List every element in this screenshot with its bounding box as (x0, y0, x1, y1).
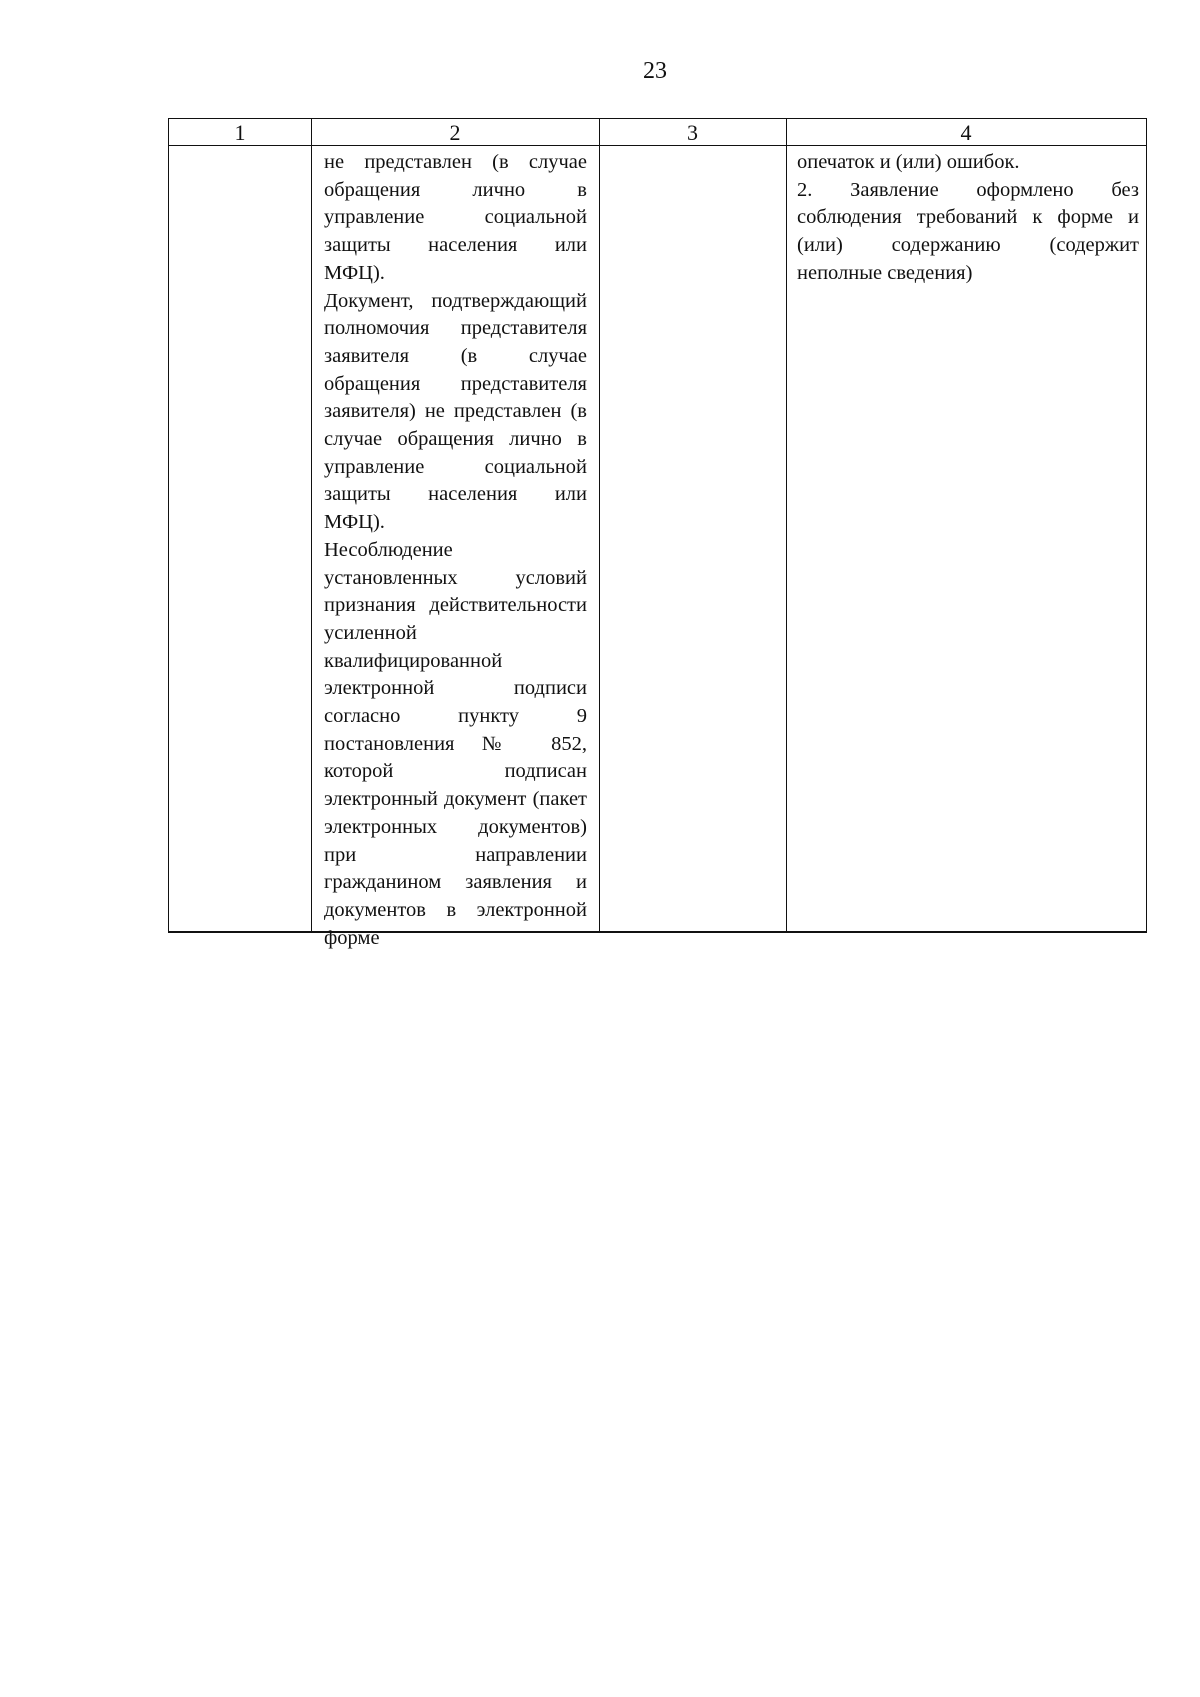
cell-2-paragraph-2: Документ, подтверждающий полномочия представителя заявителя (в случае обращения представителя заявителя) не представлен (в случае обращения лично в управление социальной защиты населения или МФЦ). (324, 289, 587, 534)
cell-4-paragraph-2: 2. Заявление оформлено без соблюдения требований к форме и (или) содержанию (содержит неполные сведения) (797, 178, 1139, 284)
cell-column-2 (324, 149, 587, 952)
column-header-3: 3 (687, 120, 698, 145)
cell-2-paragraph-3: Несоблюдение установленных условий признания действительности усиленной квалифицированной электронной подписи согласно пункту 9 постановления № 852, которой подписан электронный документ (пакет электронных документов) при направлении гражданином заявления и документов в электронной форме (324, 538, 587, 949)
column-divider-2 (599, 119, 600, 931)
column-header-2: 2 (449, 120, 461, 145)
column-header-4: 4 (960, 120, 972, 145)
cell-4-paragraph-1: опечаток и (или) ошибок. (797, 151, 1020, 173)
requirements-table (168, 118, 1147, 949)
cell-column-4 (797, 149, 1139, 288)
column-divider-3 (786, 119, 787, 931)
column-header-1: 1 (234, 120, 246, 145)
page-number: 23 (643, 58, 667, 84)
cell-2-paragraph-1: не представлен (в случае обращения лично в управление социальной защиты населения или МФЦ). (324, 151, 587, 284)
header-divider (169, 145, 1146, 146)
column-divider-1 (311, 119, 312, 931)
